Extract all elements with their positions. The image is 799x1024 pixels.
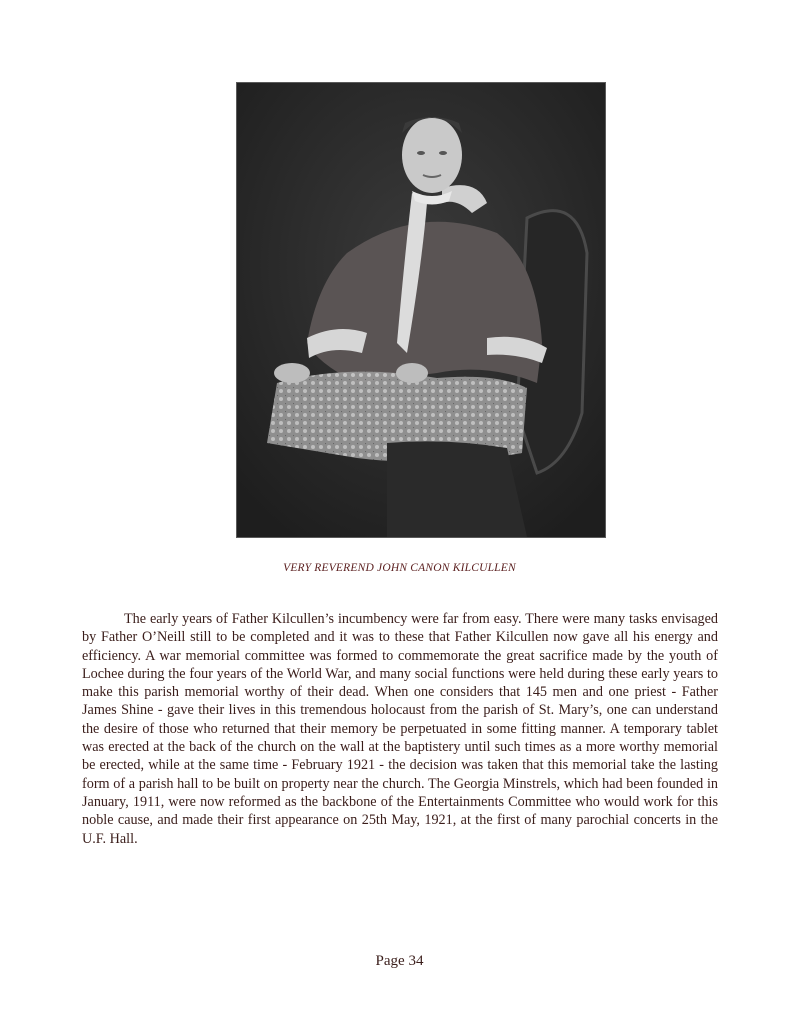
photo-caption: VERY REVEREND JOHN CANON KILCULLEN bbox=[283, 562, 516, 574]
portrait-image bbox=[237, 83, 605, 537]
body-paragraph: The early years of Father Kilcullen’s incumbency were far from easy. There were many tasks envisaged by Father O’Neill still to be completed and it was to these that Father Kilcullen now gave all his energy and efficiency. A war memorial committee was formed to commemorate the great sacrifice made by the youth of Lochee during the four years of the World War, and many social functions were held during these early years to make this parish memorial worthy of their dead. When one considers that 145 men and one priest - Father James Shine - gave their lives in this tremendous holocaust from the parish of St. Mary’s, one can understand the desire of those who returned that their memory be perpetuated in some fitting manner. A temporary tablet was erected at the back of the church on the wall at the baptistery until such times as a more worthy memorial be erected, while at the same time - February 1921 - the decision was taken that this memorial take the lasting form of a parish hall to be built on property near the church. The Georgia Minstrels, which had been founded in January, 1911, were now reformed as the backbone of the Entertainments Committee who would work for this noble cause, and made their first appearance on 25th May, 1921, at the first of many parochial concerts in the U.F. Hall. bbox=[82, 611, 718, 847]
portrait-photo bbox=[236, 82, 606, 538]
page-number: Page 34 bbox=[375, 953, 424, 969]
